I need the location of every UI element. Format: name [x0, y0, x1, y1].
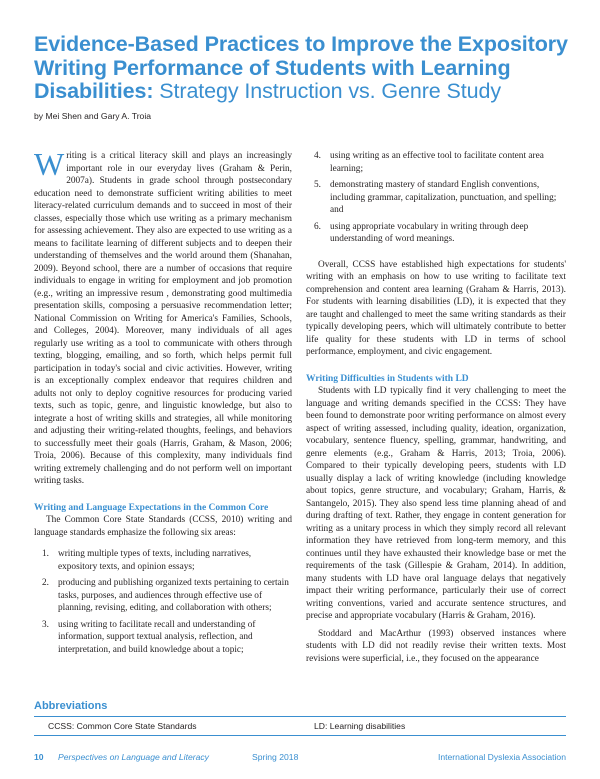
abbreviations-row: [34, 717, 566, 736]
page-number: 10: [34, 752, 44, 762]
list-text: demonstrating mastery of standard English conventions, including grammar, capitalization, punctuation, and spelling; and: [330, 180, 557, 215]
list-text: using appropriate vocabulary in writing through deep understanding of word meanings.: [330, 221, 529, 244]
list-text: writing multiple types of texts, including narratives, expository texts, and opinion essays;: [58, 549, 252, 572]
byline: by Mei Shen and Gary A. Troia: [34, 111, 152, 121]
list-number: 4.: [314, 151, 321, 161]
intro-text: riting is a critical literacy skill and plays an increasingly important role in our everyday lives (Graham & Perin, 2007a). Students in grade school through postsecondary education need to demonstrate sufficient writing abilities to meet literacy-related curriculum demands and to succeed in most of their classes, especially those which use writing as a primary mechanism for assessing achievement. They also are expected to use writing as a means to facilitate learning of different subjects and to deepen their understanding of themselves and the world around them (Shanahan, 2009). Beyond school, there are a number of occasions that require individuals to engage in writing for employment and job promotion (e.g., writing an impressive resum , demonstrating good multimedia presentation skills, composing a persuasive recommendation letter; National Commission on Writing for America's Families, Schools, and Colleges, 2004). Moreover, many individuals of all ages regularly use writing as a tool to communicate with others through texting, blogging, emailing, and so forth, which helps permit full participation in today's social and civic activities. However, writing is an exceptionally complex endeavor that requires children and adults not only to deploy cognitive resources for producing varied texts, such as topic, genre, and linguistic knowledge, but also to integrate a host of writing skills and strategies, all while monitoring and adjusting their writing-related thoughts, feelings, and behaviors to successfully meet their goals (Harris, Graham, & Mason, 2006; Troia, 2006). Because of this complexity, many individuals find writing extremely challenging and do not perform well on important writing tasks.: [34, 151, 292, 486]
list-item: [34, 577, 292, 615]
list-item: [34, 548, 292, 573]
section-heading-writing-difficulties: Writing Difficulties in Students with LD: [306, 373, 469, 384]
drop-cap: W: [34, 146, 65, 182]
abbreviation-ld: LD: Learning disabilities: [314, 721, 406, 731]
issue-date: Spring 2018: [252, 752, 299, 762]
intro-paragraph: [34, 146, 292, 488]
common-core-paragraph: The Common Core State Standards (CCSS, 2010) writing and language standards emphasize the following six areas:: [34, 515, 292, 538]
list-text: using writing to facilitate recall and understanding of information, support textual analysis, reflection, and interpretation, and build knowledge about a topic;: [58, 619, 256, 655]
journal-name: Perspectives on Language and Literacy: [58, 752, 209, 762]
list-item: [306, 221, 566, 246]
abbreviation-ccss: CCSS: Common Core State Standards: [48, 721, 197, 731]
overall-paragraph: Overall, CCSS have established high expectations for students' writing with an emphasis on how to use writing to facilitate text comprehension and content area learning (Graham & Harris, 2013). For students with learning disabilities (LD), it is expected that they are taught and challenged to meet the same writing standards as their typically developing peers, which will ultimately contribute to better life quality for these students with LD in terms of school performance, employment, and civic engagement.: [306, 259, 566, 357]
right-column: [306, 150, 566, 665]
organization-name: International Dyslexia Association: [437, 752, 566, 762]
list-text: using writing as an effective tool to facilitate content area learning;: [330, 151, 544, 174]
title-subtitle: Strategy Instruction vs. Genre Study: [159, 79, 502, 103]
stoddard-paragraph: Stoddard and MacArthur (1993) observed instances where students with LD did not readily revise their written texts. Most revisions were superficial, i.e., they focused on the appearance: [306, 628, 566, 664]
list-item: [306, 150, 566, 175]
list-item: [306, 179, 566, 217]
list-number: 5.: [314, 180, 321, 190]
standards-list-part2: [306, 150, 566, 246]
page-footer: [34, 752, 566, 766]
list-text: producing and publishing organized texts pertaining to certain tasks, purposes, and audiences through effective use of planning, revising, editing, and collaboration with others;: [58, 578, 289, 613]
section-heading-common-core: Writing and Language Expectations in the Common Core: [34, 502, 269, 513]
difficulties-paragraph: Students with LD typically find it very challenging to meet the language and writing demands specified in the CCSS: They have been found to demonstrate poor writing performance on almost every aspect of writing assessed, including quality, ideation, organization, vocabulary, sentence fluency, spelling, grammar, handwriting, and genre elements (e.g., Graham & Harris, 2013; Troia, 2006). Compared to their typically developing peers, students with LD usually display a lack of writing knowledge (including knowledge about topics, genre structure, and vocabulary; Graham, Harris, & Santangelo, 2015). They also spend less time planning ahead of and during drafting of text. Rather, they engage in content generation for writing as a unitary process in which they simply record all relevant information they have retrieved from long-term memory, and this continues until they have exhausted their knowledge base or met the requirements of the task (Gillespie & Graham, 2014). In addition, many students with LD have oral language delays that negatively impact their writing performance, particularly their use of correct writing conventions, varied and accurate sentence structures, and precise and appropriate vocabulary (Harris & Graham, 2016).: [306, 386, 566, 621]
list-number: 6.: [314, 221, 321, 232]
list-number: 1.: [42, 549, 49, 559]
article-title: [34, 33, 569, 104]
list-number: 2.: [42, 578, 49, 588]
left-column: [34, 146, 292, 660]
list-number: 3.: [42, 619, 49, 630]
standards-list-part1: [34, 548, 292, 656]
abbreviations-title: Abbreviations: [34, 700, 566, 717]
list-item: [34, 619, 292, 657]
abbreviations-box: [34, 700, 566, 736]
title-main: Evidence-Based Practices to Improve the Expository Writing Performance of Students with Learning Disabilities:: [34, 32, 568, 103]
